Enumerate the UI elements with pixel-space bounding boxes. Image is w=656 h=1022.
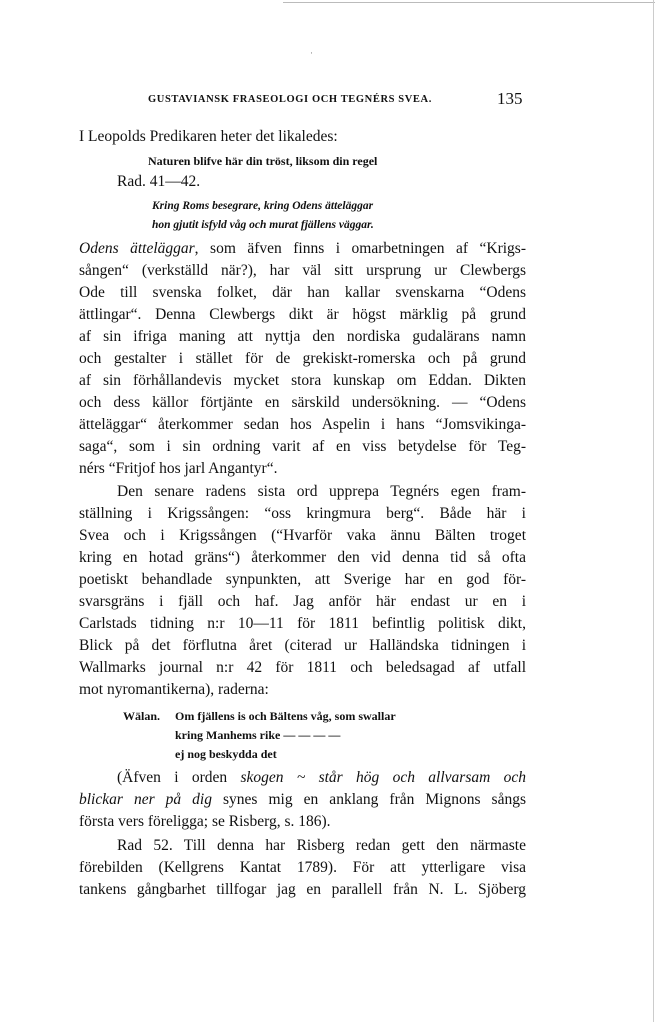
para2-line: mot nyromantikerna), raderna:: [79, 681, 269, 698]
scan-edge-top: [283, 2, 655, 3]
verse-line-1: Om fjällens is och Bältens våg, som swallar: [175, 709, 396, 723]
para2-line: poetiskt behandlade synpunkten, att Sverige har en god för-: [79, 571, 526, 588]
para3-line: blickar ner på dig synes mig en anklang från Mignons sångs: [79, 791, 526, 808]
para4-line: tankens gångbarhet tillfogar jag en parallell från N. L. Sjöberg: [79, 881, 526, 898]
para4-line: Rad 52. Till denna har Risberg redan gett den närmaste: [117, 837, 526, 854]
para1-line: Ode till svenska folket, där han kallar svenskarna “Odens: [79, 284, 526, 301]
running-head: GUSTAVIANSK FRASEOLOGI OCH TEGNÉRS SVEA.: [148, 94, 432, 105]
para3-line: första vers föreligga; se Risberg, s. 186).: [79, 813, 331, 830]
verse-label: Wälan.: [123, 709, 161, 723]
para2-line: kring en hotad gräns“) återkommer den vid denna tid så ofta: [79, 549, 526, 566]
page-number: 135: [497, 89, 523, 108]
scan-speck: ·: [310, 48, 313, 58]
scan-edge-right: [653, 0, 654, 1022]
para2-line: ställning i Krigssången: “oss kringmura berg“. Både här i: [79, 505, 526, 522]
para1-line: och dess källor förtjänte en särskild undersökning. — “Odens: [79, 394, 526, 411]
para2-line: svarsgräns i fjäll och haf. Jag anför här endast ur en i: [79, 593, 526, 610]
para1-line: ättlingar“. Denna Clewbergs dikt är högst märklig på grund: [79, 306, 526, 323]
italic-phrase: blickar ner på dig: [79, 791, 212, 808]
italic-term: Odens ätteläggar: [79, 240, 195, 257]
quote-svea-line-1: Kring Roms besegrare, kring Odens ätteläggar: [152, 200, 374, 212]
para1-line: af sin förhållandevis mycket stora kunskap om Eddan. Dikten: [79, 372, 526, 389]
para1-line: ätteläggar“ återkommer sedan hos Aspelin i hans “Jomsvikinga-: [79, 416, 526, 433]
quote-leopold: Naturen blifve här din tröst, liksom din regel: [148, 154, 378, 168]
verse-line-2: kring Manhems rike — — — —: [175, 728, 341, 742]
para1-line: och gestalter i stället för de grekiskt-romerska och på grund: [79, 350, 526, 367]
para3-line: (Äfven i orden skogen ~ står hög och allvarsam och: [117, 769, 526, 786]
para1-line: nérs “Fritjof hos jarl Angantyr“.: [79, 460, 278, 477]
para1-line: sången“ (verkställd när?), har väl sitt ursprung ur Clewbergs: [79, 262, 526, 279]
para2-line: Carlstads tidning n:r 10—11 för 1811 befintlig politisk dikt,: [79, 615, 526, 632]
verse-line-3: ej nog beskydda det: [175, 747, 277, 761]
intro-line: I Leopolds Predikaren heter det likaledes:: [79, 128, 338, 145]
para1-line: af sin ifriga maning att nyttja den nordiska gudalärans namn: [79, 328, 526, 345]
para1-line: Odens ätteläggar, som äfven finns i omarbetningen af “Krigs-: [79, 240, 526, 257]
para2-line: Svea och i Krigssången (“Hvarför vaka ännu Bälten troget: [79, 527, 526, 544]
italic-phrase: skogen ~ står hög och allvarsam och: [240, 769, 526, 786]
para1-line: saga“, som i sin ordning varit af en viss betydelse för Teg-: [79, 438, 526, 455]
para2-line: Wallmarks journal n:r 42 för 1811 och beledsagad af utfall: [79, 659, 526, 676]
rad-heading-41-42: Rad. 41—42.: [117, 173, 201, 190]
para2-line: Den senare radens sista ord upprepa Tegnérs egen fram-: [117, 483, 526, 500]
quote-svea-line-2: hon gjutit isfyld våg och murat fjällens väggar.: [152, 219, 374, 231]
para2-line: Blick på det förflutna året (citerad ur Halländska tidningen i: [79, 637, 526, 654]
para4-line: förebilden (Kellgrens Kantat 1789). För att ytterligare visa: [79, 859, 526, 876]
